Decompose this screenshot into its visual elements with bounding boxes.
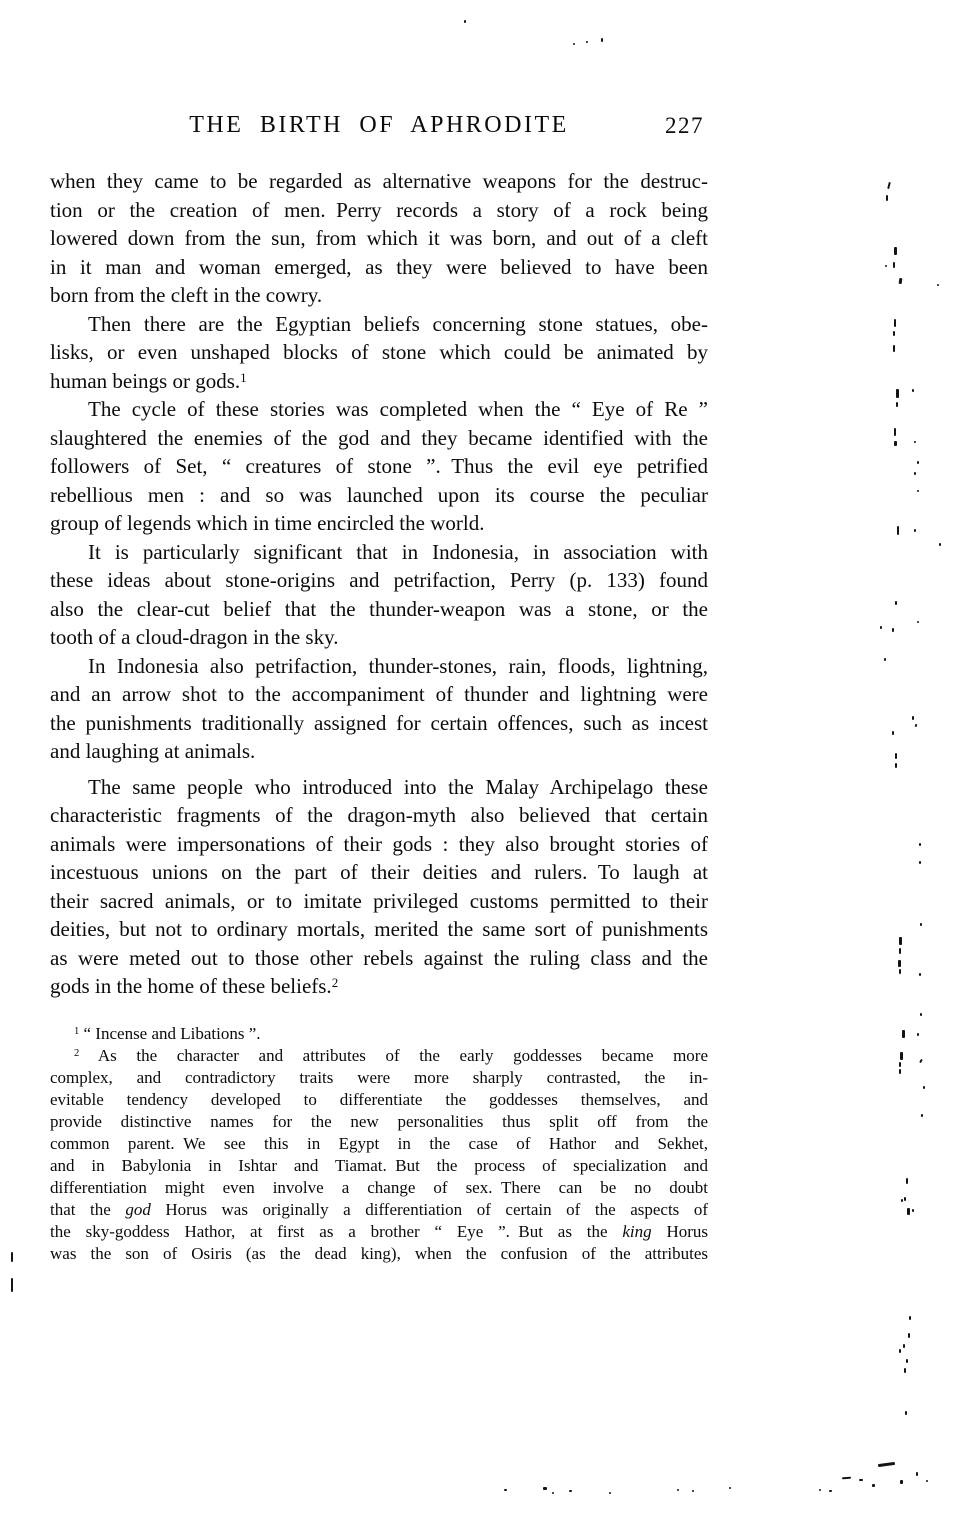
scan-speck xyxy=(895,601,897,605)
scan-speck xyxy=(897,526,899,535)
scan-speck xyxy=(894,247,897,255)
scan-speck xyxy=(937,284,939,286)
text-segment: rebellious men : and so was launched upon its course the peculiar xyxy=(50,482,708,507)
text-line xyxy=(50,1111,708,1133)
text-line xyxy=(50,253,708,282)
text-segment: evitable tendency developed to differentiate the goddesses themselves, and xyxy=(50,1090,708,1109)
text-segment: The cycle of these stories was completed when the “ Eye of Re ” xyxy=(88,397,708,421)
text-segment: differentiation might even involve a change of sex. There can be no doubt xyxy=(50,1178,708,1197)
running-title: THE BIRTH OF APHRODITE xyxy=(189,112,569,138)
scan-speck xyxy=(899,278,903,284)
footnote-marker: 1 xyxy=(74,1026,80,1038)
scan-speck xyxy=(917,1033,919,1036)
text-segment: tooth of a cloud-dragon in the sky. xyxy=(50,625,339,649)
text-segment: human beings or gods. xyxy=(50,368,241,393)
text-line xyxy=(50,1067,708,1089)
text-line xyxy=(50,509,708,538)
scan-speck xyxy=(909,1316,911,1320)
scan-speck xyxy=(920,1013,922,1016)
footnote-paragraph xyxy=(50,1045,708,1265)
text-line xyxy=(50,887,708,916)
scan-speck xyxy=(552,1492,554,1494)
text-segment: characteristic fragments of the dragon-myth also believed that certain xyxy=(50,803,708,827)
text-line xyxy=(50,481,708,510)
text-segment: in it man and woman emerged, as they were believed to have been xyxy=(50,254,708,279)
scan-speck xyxy=(872,1484,875,1487)
text-segment: group of legends which in time encircled the world. xyxy=(50,511,485,535)
scan-speck xyxy=(898,960,901,967)
scan-speck xyxy=(914,441,916,443)
scan-speck xyxy=(885,265,887,267)
scan-speck xyxy=(11,1278,13,1292)
text-line xyxy=(50,281,708,310)
scan-speck xyxy=(880,626,882,629)
text-line xyxy=(50,196,708,225)
scan-speck xyxy=(917,461,919,464)
scan-speck xyxy=(908,1333,910,1338)
text-segment: In Indonesia also petrifaction, thunder-stones, rain, floods, lightning, xyxy=(88,653,708,678)
text-segment: tion or the creation of men. Perry records a story of a rock being xyxy=(50,197,708,222)
text-segment: lowered down from the sun, from which it was born, and out of a cleft xyxy=(50,226,708,250)
text-line xyxy=(50,224,708,253)
body-paragraph xyxy=(50,167,708,310)
text-segment: animals were impersonations of their gods : they also brought stories of xyxy=(50,831,708,856)
scan-speck xyxy=(892,628,894,632)
text-line xyxy=(50,915,708,944)
text-line xyxy=(50,801,708,830)
text-line xyxy=(50,680,708,709)
text-segment: king xyxy=(622,1222,652,1241)
scan-speck xyxy=(921,1114,923,1117)
scan-speck xyxy=(916,1472,918,1476)
text-segment: “ Incense and Libations ”. xyxy=(79,1024,261,1043)
scan-speck xyxy=(887,182,891,189)
text-line xyxy=(50,709,708,738)
scan-speck xyxy=(573,43,575,45)
text-line xyxy=(50,737,708,766)
scan-speck xyxy=(543,1487,547,1490)
text-segment: incestuous unions on the part of their deities and rulers. To laugh at xyxy=(50,860,708,884)
text-line xyxy=(50,538,708,567)
footnote-paragraph xyxy=(50,1023,708,1045)
scan-speck xyxy=(912,1209,914,1212)
text-line xyxy=(50,1023,708,1045)
scan-speck xyxy=(894,319,896,327)
text-segment: and in Babylonia in Ishtar and Tiamat. But the process of specialization and xyxy=(50,1156,708,1175)
body-text xyxy=(50,167,708,1001)
scan-speck xyxy=(899,937,902,945)
text-line xyxy=(50,167,708,196)
text-segment: and laughing at animals. xyxy=(50,739,256,763)
scan-speck xyxy=(893,345,895,352)
scan-speck xyxy=(919,1059,923,1063)
text-line xyxy=(50,652,708,681)
scan-speck xyxy=(11,1252,13,1262)
text-segment: The same people who introduced into the Malay Archipelago these xyxy=(88,774,708,799)
text-segment: provide distinctive names for the new personalities thus split off from the xyxy=(50,1112,708,1131)
text-line xyxy=(50,1045,708,1067)
scan-speck xyxy=(677,1489,679,1491)
body-paragraph xyxy=(50,773,708,1001)
text-segment: and an arrow shot to the accompaniment of thunder and lightning were xyxy=(50,682,708,706)
text-line xyxy=(50,424,708,453)
scan-speck xyxy=(907,1208,910,1215)
scan-speck xyxy=(919,861,921,864)
scan-speck xyxy=(903,1344,905,1348)
scan-speck xyxy=(923,1086,925,1089)
scan-speck xyxy=(894,428,896,436)
text-line xyxy=(50,1199,708,1221)
scan-speck xyxy=(914,529,916,532)
scan-speck xyxy=(917,490,919,492)
scan-speck xyxy=(915,724,918,728)
text-line xyxy=(50,1133,708,1155)
scan-speck xyxy=(919,973,921,976)
text-line xyxy=(50,1155,708,1177)
text-line xyxy=(50,858,708,887)
text-segment: Horus xyxy=(651,1222,708,1241)
text-line xyxy=(50,972,708,1001)
text-segment: as were meted out to those other rebels against the ruling class and the xyxy=(50,945,708,970)
text-segment: followers of Set, “ creatures of stone ”. Thus the evil eye petrified xyxy=(50,454,708,478)
scan-speck xyxy=(895,763,897,768)
text-segment: that the xyxy=(50,1200,126,1219)
text-line xyxy=(50,944,708,973)
scan-speck xyxy=(601,38,603,42)
scan-speck xyxy=(899,1349,901,1353)
scan-speck xyxy=(842,1477,851,1480)
scan-speck xyxy=(569,1490,572,1492)
scan-speck xyxy=(886,195,888,201)
text-line xyxy=(50,1221,708,1243)
scan-speck xyxy=(586,41,588,43)
scan-speck xyxy=(729,1487,731,1489)
scan-speck xyxy=(899,1062,901,1067)
text-segment: It is particularly significant that in Indonesia, in association with xyxy=(88,539,708,564)
scan-speck xyxy=(464,20,466,23)
body-paragraph xyxy=(50,538,708,652)
scan-speck xyxy=(878,1462,895,1467)
scan-speck xyxy=(893,331,895,336)
scan-speck xyxy=(926,1480,928,1482)
text-line xyxy=(50,310,708,339)
body-paragraph xyxy=(50,310,708,396)
scan-speck xyxy=(859,1479,863,1481)
text-segment: god xyxy=(125,1200,151,1219)
text-segment: Then there are the Egyptian beliefs concerning stone statues, obe- xyxy=(88,311,708,336)
text-segment: these ideas about stone-origins and petrifaction, Perry (p. 133) found xyxy=(50,568,708,592)
text-segment: born from the cleft in the cowry. xyxy=(50,283,323,307)
scan-speck xyxy=(905,1411,907,1415)
scan-speck xyxy=(609,1492,611,1494)
text-segment: lisks, or even unshaped blocks of stone which could be animated by xyxy=(50,340,708,364)
scan-speck xyxy=(912,716,914,720)
text-segment: As the character and attributes of the early goddesses became more xyxy=(79,1046,708,1065)
text-line xyxy=(50,1177,708,1199)
text-line xyxy=(50,773,708,802)
text-line xyxy=(50,1243,708,1265)
page-number: 227 xyxy=(665,113,704,138)
scan-speck xyxy=(893,262,895,268)
scan-speck xyxy=(900,1052,903,1060)
scan-speck xyxy=(919,843,921,846)
text-segment: deities, but not to ordinary mortals, merited the same sort of punishments xyxy=(50,917,708,941)
scan-speck xyxy=(504,1489,507,1491)
text-line xyxy=(50,338,708,367)
text-line xyxy=(50,1089,708,1111)
text-segment: when they came to be regarded as alternative weapons for the destruc- xyxy=(50,169,708,193)
text-line xyxy=(50,566,708,595)
scan-speck xyxy=(819,1489,821,1491)
scan-speck xyxy=(904,1368,906,1373)
scan-speck xyxy=(896,389,899,398)
scan-speck xyxy=(939,543,941,546)
text-line xyxy=(50,452,708,481)
text-line xyxy=(50,395,708,424)
text-segment: gods in the home of these beliefs. xyxy=(50,974,332,998)
scan-speck xyxy=(901,1199,903,1202)
text-segment: slaughtered the enemies of the god and they became identified with the xyxy=(50,425,708,450)
body-paragraph xyxy=(50,395,708,538)
footnotes xyxy=(50,1023,708,1265)
footnote-marker: 2 xyxy=(74,1048,80,1060)
scan-speck xyxy=(692,1490,694,1492)
text-line xyxy=(50,830,708,859)
scan-speck xyxy=(902,1030,905,1038)
text-segment: common parent. We see this in Egypt in the case of Hathor and Sekhet, xyxy=(50,1134,708,1153)
scan-speck xyxy=(894,441,897,446)
text-segment: the sky-goddess Hathor, at first as a brother “ Eye ”. But as the xyxy=(50,1222,623,1241)
text-segment: was the son of Osiris (as the dead king), when the confusion of the attributes xyxy=(50,1244,708,1263)
scan-speck xyxy=(912,389,914,392)
text-segment: the punishments traditionally assigned for certain offences, such as incest xyxy=(50,710,708,735)
scan-speck xyxy=(906,1178,908,1184)
scan-speck xyxy=(884,658,886,661)
text-segment: also the clear-cut belief that the thunder-weapon was a stone, or the xyxy=(50,596,708,621)
scan-speck xyxy=(917,621,919,623)
text-line xyxy=(50,367,708,396)
body-paragraph xyxy=(50,652,708,766)
page-header xyxy=(50,112,708,144)
footnote-marker: 1 xyxy=(240,369,247,385)
scan-speck xyxy=(899,948,901,954)
scan-speck xyxy=(914,472,916,475)
scan-speck xyxy=(896,402,898,407)
scan-speck xyxy=(899,969,901,974)
text-segment: Horus was originally a differentiation of certain of the aspects of xyxy=(150,1200,708,1219)
scan-speck xyxy=(892,731,894,735)
text-line xyxy=(50,595,708,624)
scan-speck xyxy=(904,1197,906,1201)
text-segment: their sacred animals, or to imitate privileged customs permitted to their xyxy=(50,888,708,913)
scan-speck xyxy=(899,1069,901,1074)
footnote-marker: 2 xyxy=(331,975,339,991)
scan-speck xyxy=(895,753,897,759)
text-segment: complex, and contradictory traits were more sharply contrasted, the in- xyxy=(50,1068,708,1087)
scan-speck xyxy=(900,1480,903,1484)
scan-speck xyxy=(906,1359,908,1363)
scan-speck xyxy=(829,1490,832,1492)
text-line xyxy=(50,623,708,652)
scan-speck xyxy=(920,923,922,926)
